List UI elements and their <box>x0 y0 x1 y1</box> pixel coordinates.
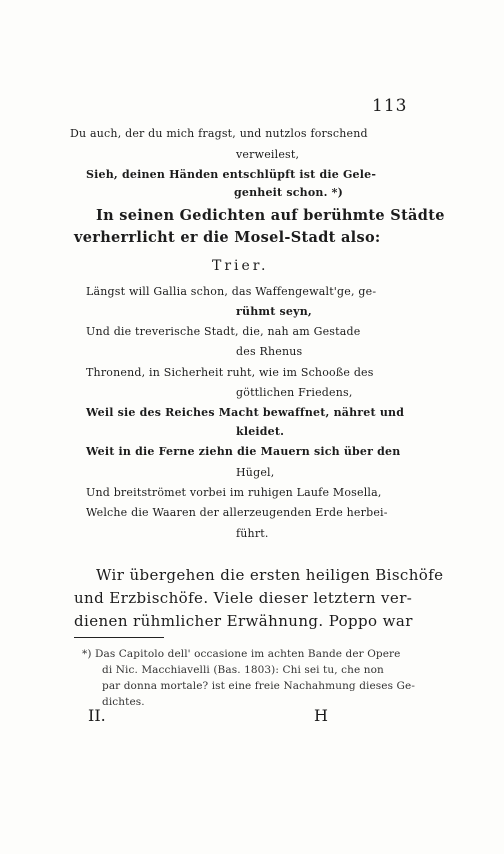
section-heading-line: verherrlicht er die Mosel-Stadt also: <box>74 229 381 246</box>
footnote-rule <box>74 637 164 638</box>
footnote-line: dichtes. <box>102 696 145 708</box>
catchword: H <box>314 706 328 725</box>
verse-2-line: Hügel, <box>236 466 275 479</box>
paragraph-line: Wir übergehen die ersten heiligen Bischöfe <box>96 566 444 584</box>
verse-2-line: Thronend, in Sicherheit ruht, wie im Schooße des <box>86 366 374 379</box>
verse-2-line: führt. <box>236 527 269 540</box>
verse-2-line: Und breitströmet vorbei im ruhigen Laufe Mosella, <box>86 486 382 499</box>
verse-1-line: Du auch, der du mich fragst, und nutzlos forschend <box>70 127 368 140</box>
verse-2-line: Längst will Gallia schon, das Waffengewalt'ge, ge- <box>86 285 377 298</box>
paragraph-line: dienen rühmlicher Erwähnung. Poppo war <box>74 612 413 630</box>
verse-2-line: Und die treverische Stadt, die, nah am Gestade <box>86 325 361 338</box>
page-number: 113 <box>372 96 408 116</box>
verse-2-line: rühmt seyn, <box>236 305 312 318</box>
section-heading-line: In seinen Gedichten auf berühmte Städte <box>96 207 445 224</box>
footnote-line: *) Das Capitolo dell' occasione im achten Bande der Opere <box>82 648 401 660</box>
footnote-line: par donna mortale? ist eine freie Nachahmung dieses Ge- <box>102 680 415 692</box>
paragraph-line: und Erzbischöfe. Viele dieser letztern ver- <box>74 589 413 607</box>
verse-1-line: genheit schon. *) <box>234 186 344 199</box>
footnote-line: di Nic. Macchiavelli (Bas. 1803): Chi sei tu, che non <box>102 664 384 676</box>
verse-2-line: Weit in die Ferne ziehn die Mauern sich über den <box>86 445 401 458</box>
verse-2-line: Weil sie des Reiches Macht bewaffnet, nähret und <box>86 406 405 419</box>
verse-2-line: des Rhenus <box>236 345 303 358</box>
verse-1-line: verweilest, <box>236 148 300 161</box>
place-title: Trier. <box>212 258 269 274</box>
verse-1-line: Sieh, deinen Händen entschlüpft ist die Gele- <box>86 168 377 181</box>
verse-2-line: Welche die Waaren der allerzeugenden Erde herbei- <box>86 506 388 519</box>
verse-2-line: kleidet. <box>236 425 285 438</box>
verse-2-line: göttlichen Friedens, <box>236 386 353 399</box>
signature-mark: II. <box>88 706 106 725</box>
